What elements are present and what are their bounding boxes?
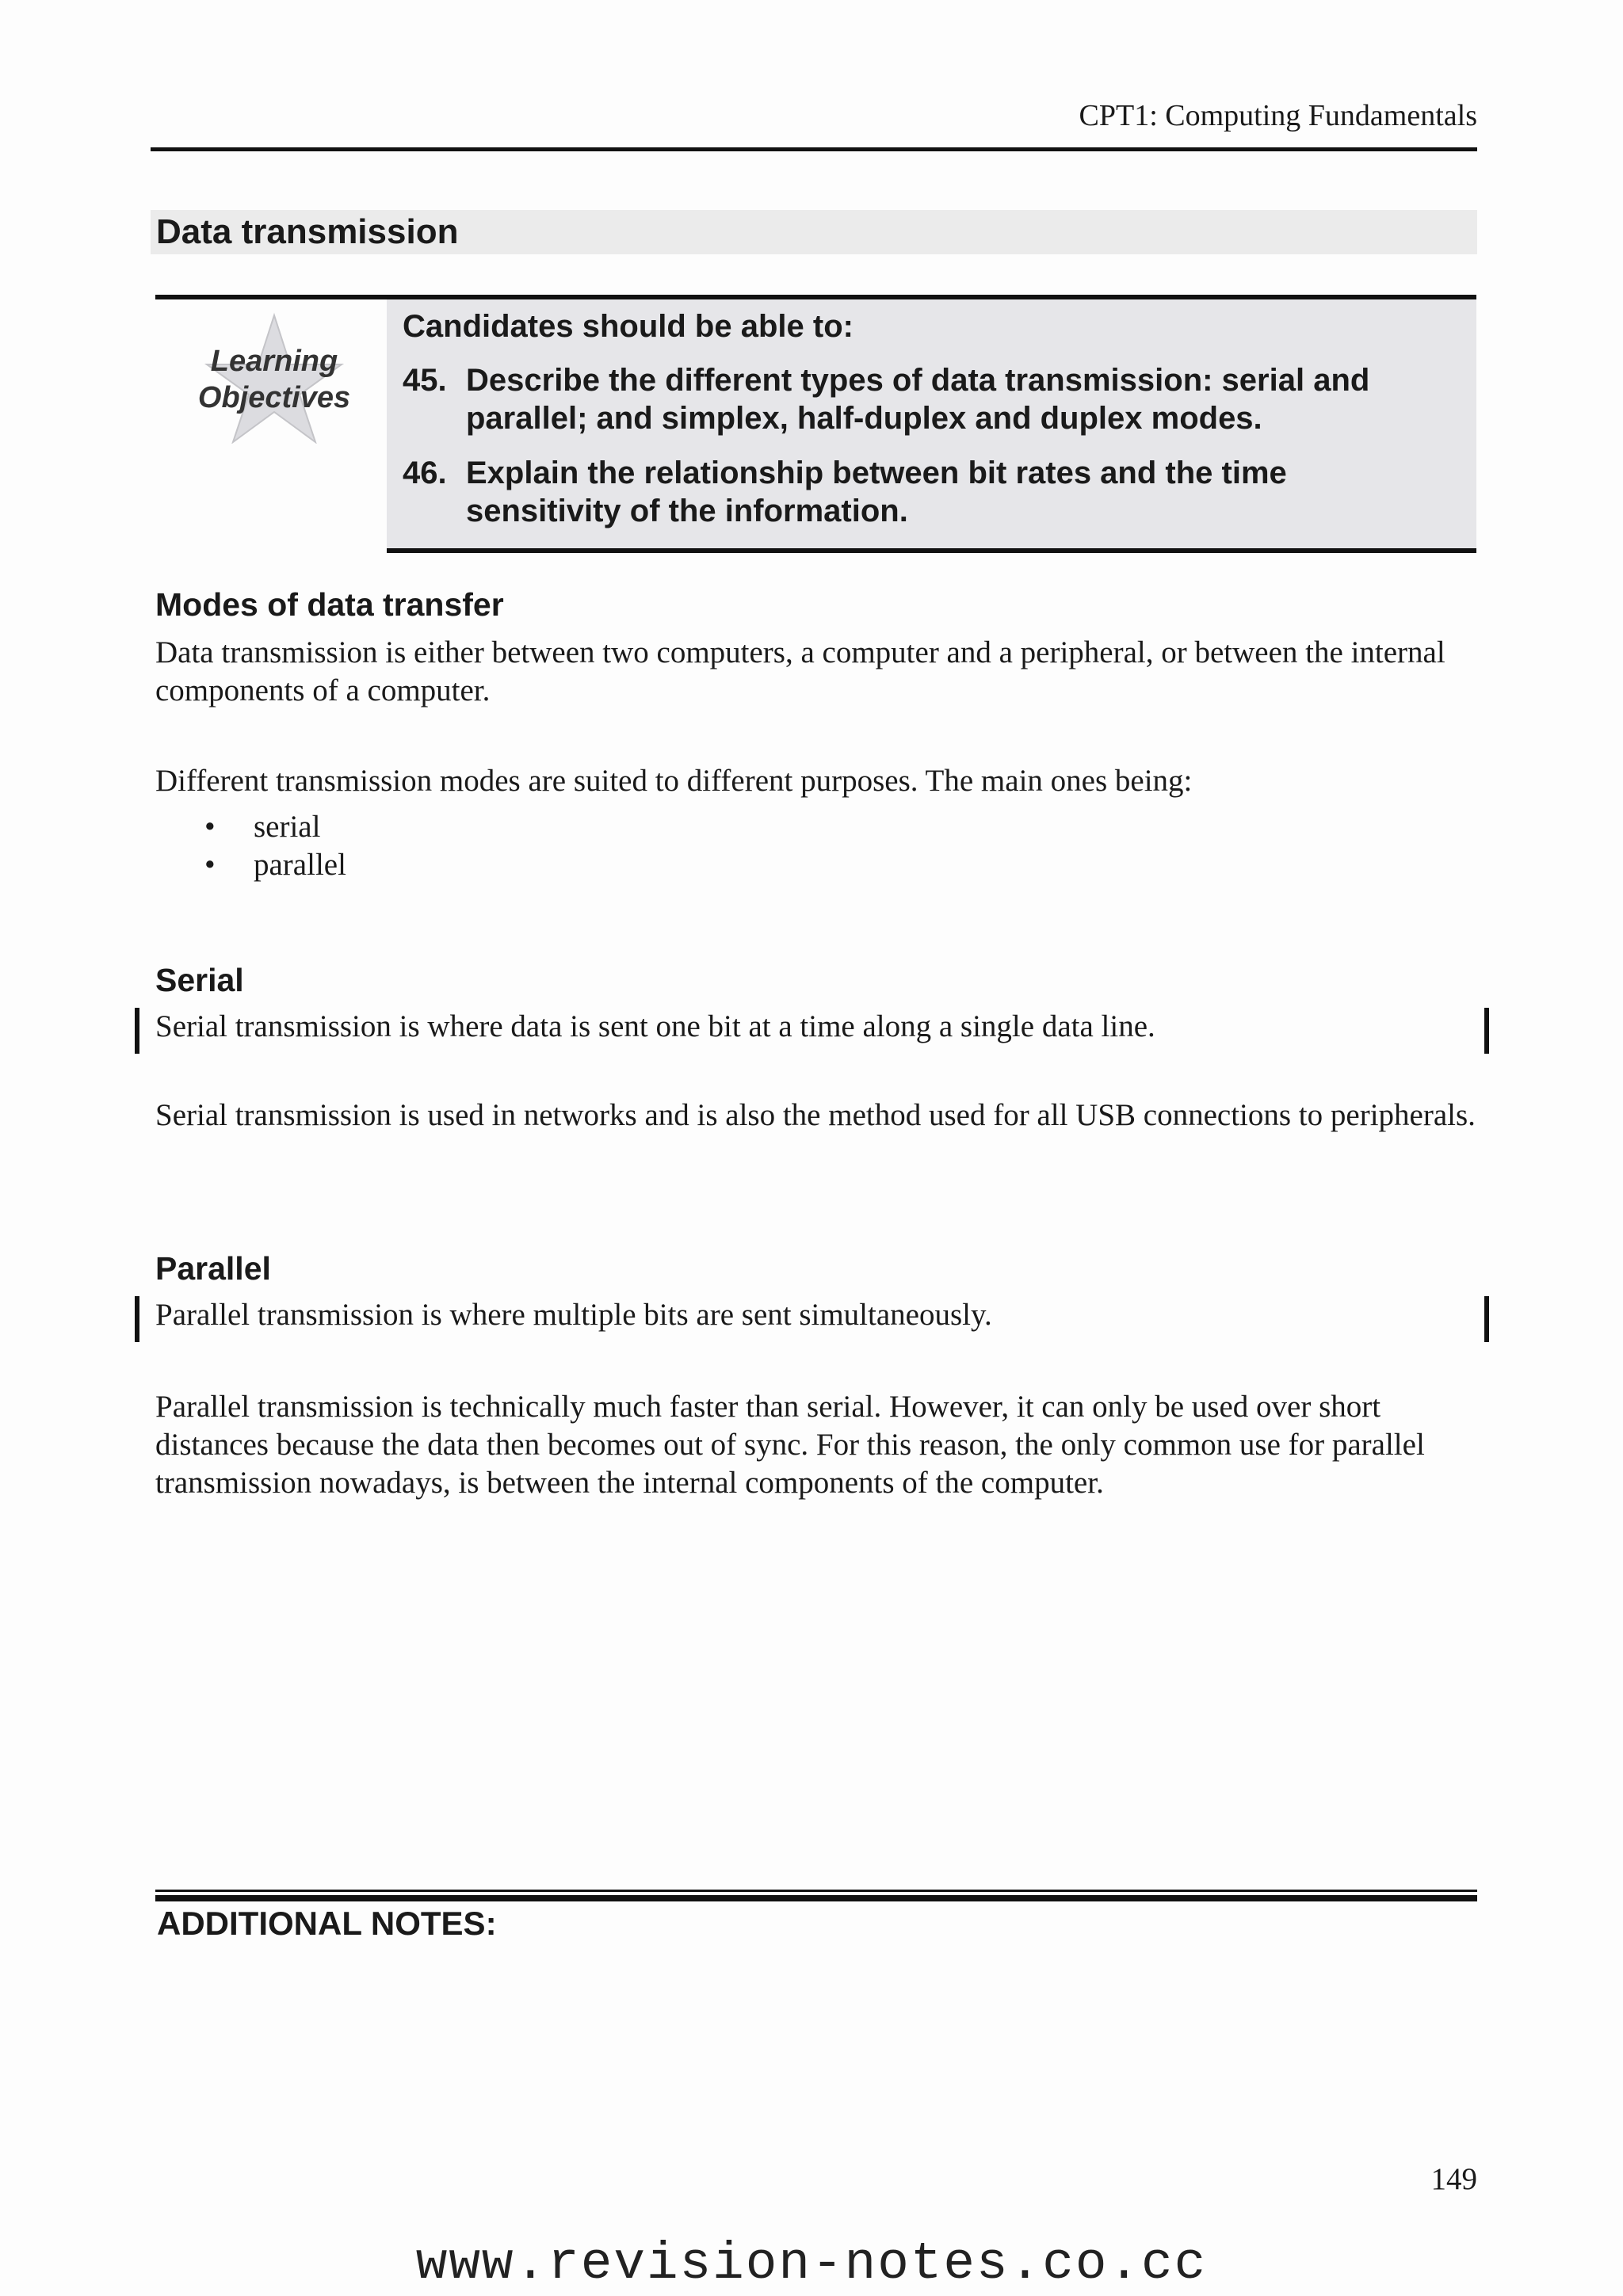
modes-purposes-paragraph: Different transmission modes are suited to different purposes. The main ones being: <box>155 764 1193 798</box>
page-number: 149 <box>1430 2162 1477 2196</box>
modes-intro-paragraph: Data transmission is either between two computers, a computer and a peripheral, or between the internal components of a computer. <box>155 635 1445 707</box>
header-rule <box>151 147 1477 151</box>
change-bar-left <box>135 1296 139 1342</box>
objective-text: Explain the relationship between bit rates and the time sensitivity of the information. <box>466 456 1287 528</box>
serial-usage: Serial transmission is used in networks and is also the method used for all USB connections to peripherals. <box>155 1098 1476 1132</box>
objectives-heading: Candidates should be able to: <box>403 309 854 344</box>
additional-notes-heading: ADDITIONAL NOTES: <box>157 1905 497 1942</box>
parallel-definition: Parallel transmission is where multiple bits are sent simultaneously. <box>155 1298 992 1332</box>
notes-rule-thin <box>155 1890 1477 1892</box>
watermark-url: www.revision-notes.co.cc <box>415 2234 1208 2294</box>
list-item: • serial <box>198 808 346 846</box>
objective-item <box>403 361 1449 437</box>
notes-rule-thick <box>155 1895 1477 1901</box>
section-title: Data transmission <box>156 212 459 251</box>
objective-text: Describe the different types of data transmission: serial and parallel; and simplex, half-duplex and duplex modes. <box>466 363 1370 436</box>
modes-heading: Modes of data transfer <box>155 586 504 623</box>
serial-definition: Serial transmission is where data is sent one bit at a time along a single data line. <box>155 1009 1155 1043</box>
serial-heading: Serial <box>155 962 244 998</box>
objectives-bottom-rule <box>387 548 1476 553</box>
badge-line-1: Learning <box>210 345 338 378</box>
objective-item <box>403 454 1449 530</box>
parallel-usage: Parallel transmission is technically much faster than serial. However, it can only be used over short distances because the data then becomes out of sync. For this reason, the only common use for parallel transmission nowadays, is between the internal components of the computer. <box>155 1390 1425 1500</box>
objective-number: 45. <box>403 363 447 398</box>
learning-objectives-star-badge <box>179 309 369 444</box>
list-item: • parallel <box>198 846 346 884</box>
change-bar-left <box>135 1008 139 1054</box>
modes-bullet-list <box>198 808 346 884</box>
objective-number: 46. <box>403 456 447 490</box>
running-header: CPT1: Computing Fundamentals <box>1079 99 1477 132</box>
badge-line-2: Objectives <box>197 381 351 414</box>
star-icon <box>179 309 369 444</box>
parallel-heading: Parallel <box>155 1250 271 1287</box>
